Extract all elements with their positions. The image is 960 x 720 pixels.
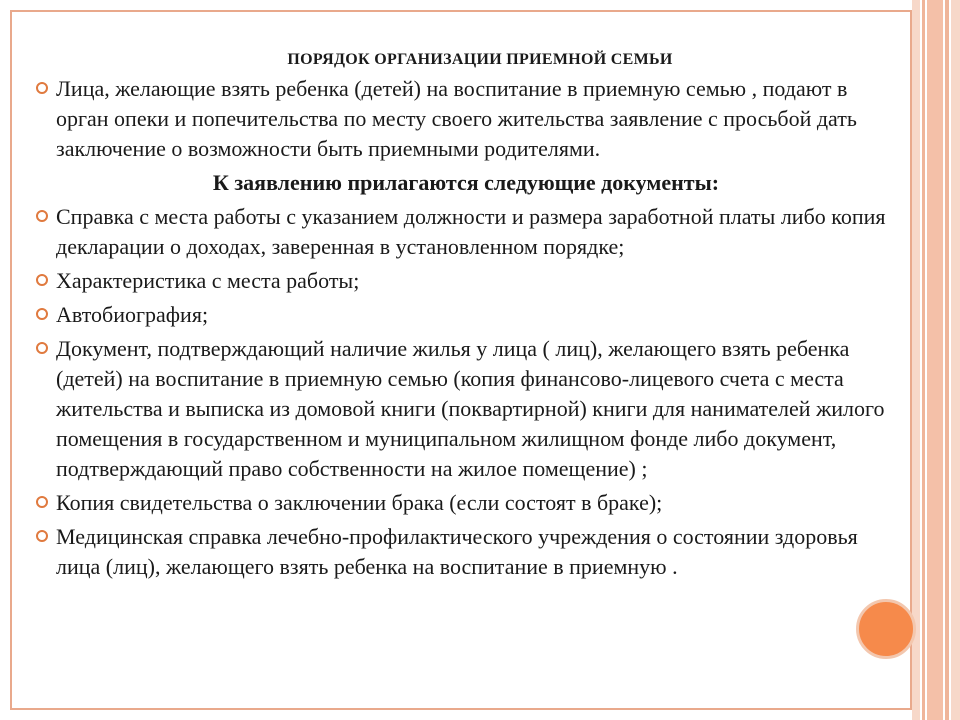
intro-text: Лица, желающие взять ребенка (детей) на воспитание в приемную семью , подают в орган опеки и попечительства по месту своего жительства заявление с просьбой дать заключение о возможности быть приемными родителями. [56, 76, 857, 161]
list-item-text: Характеристика с места работы; [56, 268, 360, 293]
list-item [36, 334, 886, 484]
list-item [36, 522, 886, 582]
list-item [36, 266, 886, 296]
stripe [945, 0, 949, 720]
bullet-icon [36, 308, 48, 320]
documents-subheading: К заявлению прилагаются следующие документы: [212, 170, 720, 195]
list-item-text: Справка с места работы с указанием должности и размера заработной платы либо копия декларации о доходах, заверенная в установленном порядке; [56, 204, 886, 259]
bullet-icon [36, 82, 48, 94]
slide-title: ПОРЯДОК ОРГАНИЗАЦИИ ПРИЕМНОЙ СЕМЬИ [287, 51, 673, 68]
slide-content [36, 74, 886, 586]
bullet-icon [36, 496, 48, 508]
list-item-text: Копия свидетельства о заключении брака (если состоят в браке); [56, 490, 663, 515]
list-item [36, 488, 886, 518]
decorative-stripes [912, 0, 960, 720]
list-item-text: Автобиография; [56, 302, 209, 327]
stripe [912, 0, 920, 720]
stripe [922, 0, 925, 720]
decorative-circle [856, 599, 916, 659]
bullet-icon [36, 210, 48, 222]
list-item [36, 300, 886, 330]
list-item [36, 202, 886, 262]
stripe [927, 0, 943, 720]
list-item-text: Медицинская справка лечебно-профилактического учреждения о состоянии здоровья лица (лиц), желающего взять ребенка на воспитание в приемную . [56, 524, 858, 579]
bullet-icon [36, 274, 48, 286]
bullet-icon [36, 530, 48, 542]
bullet-icon [36, 342, 48, 354]
stripe [951, 0, 960, 720]
list-item-text: Документ, подтверждающий наличие жилья у лица ( лиц), желающего взять ребенка (детей) на воспитание в приемную семью (копия финансово-лицевого счета с места жительства и выписка из домовой книги (поквартирной) книги для нанимателей жилого помещения в государственном и муниципальном жилищном фонде либо документ, подтверждающий право собственности на жилое помещение) ; [56, 336, 885, 481]
list-item-intro [36, 74, 886, 164]
